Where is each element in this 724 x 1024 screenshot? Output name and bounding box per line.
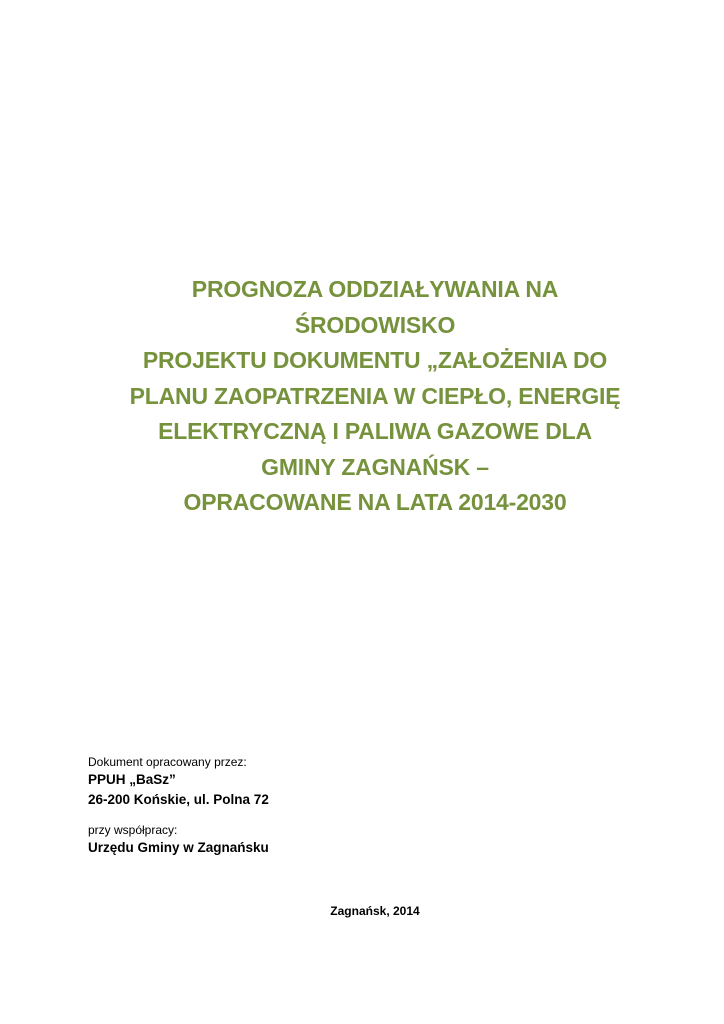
author-company: PPUH „BaSz” (88, 772, 176, 787)
title-line-3: PROJEKTU DOKUMENTU „ZAŁOŻENIA DO (142, 347, 608, 373)
author-address: 26-200 Końskie, ul. Polna 72 (88, 792, 269, 807)
author-label: Dokument opracowany przez: (88, 755, 247, 769)
title-line-7: OPRACOWANE NA LATA 2014-2030 (183, 489, 567, 515)
title-line-5: ELEKTRYCZNĄ I PALIWA GAZOWE DLA (158, 418, 592, 444)
title-line-2: ŚRODOWISKO (294, 311, 456, 338)
cooperation-label: przy współpracy: (88, 823, 178, 837)
cooperation-partner: Urzędu Gminy w Zagnańsku (88, 840, 269, 855)
title-line-4: PLANU ZAOPATRZENIA W CIEPŁO, ENERGIĘ (129, 382, 621, 409)
spacer (88, 810, 488, 822)
title-line-6: GMINY ZAGNAŃSK – (261, 453, 489, 480)
title-line-1: PROGNOZA ODDZIAŁYWANIA NA (191, 276, 559, 302)
document-title (80, 272, 670, 521)
author-block (88, 754, 488, 858)
place-date: Zagnańsk, 2014 (330, 904, 420, 918)
